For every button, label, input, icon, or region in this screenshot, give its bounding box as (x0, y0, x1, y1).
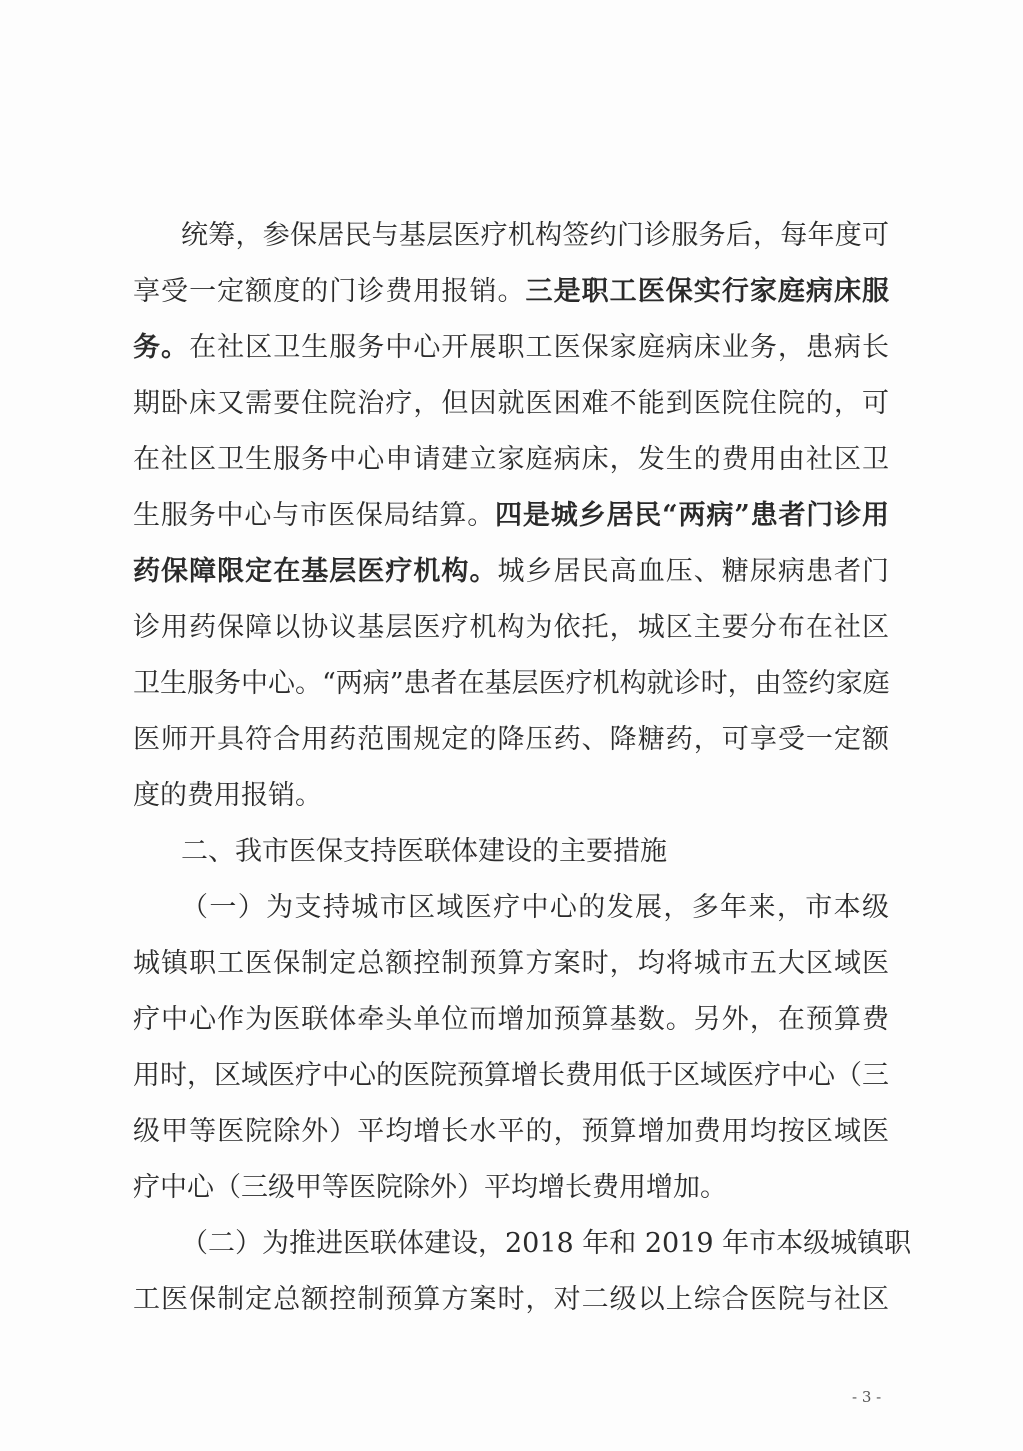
text-run: 卫生服务中心。“两病”患者在基层医疗机构就诊时，由签约家庭 (133, 668, 890, 699)
text-line (133, 776, 889, 816)
bold-text-run: 务。 (133, 332, 190, 363)
text-line (133, 720, 889, 760)
text-run: 医师开具符合用药范围规定的降压药、降糖药，可享受一定额 (133, 724, 889, 755)
text-line (133, 552, 889, 592)
text-run: 生服务中心与市医保局结算。 (133, 500, 496, 531)
text-run: 工医保制定总额控制预算方案时，对二级以上综合医院与社区 (133, 1284, 889, 1315)
text-line (181, 888, 889, 928)
bold-text-run: 三是职工医保实行家庭病床服 (525, 276, 890, 307)
text-line (133, 1168, 889, 1208)
text-run: （二）为推进医联体建设，2018 年和 2019 年市本级城镇职 (181, 1228, 912, 1259)
text-run: 疗中心作为医联体牵头单位而增加预算基数。另外，在预算费 (133, 1004, 889, 1035)
text-line (181, 832, 889, 872)
text-line (133, 328, 889, 368)
text-line (133, 664, 889, 704)
text-run: 城乡居民高血压、糖尿病患者门 (497, 556, 889, 587)
text-run: 在社区卫生服务中心申请建立家庭病床，发生的费用由社区卫 (133, 444, 889, 475)
text-run: 统筹，参保居民与基层医疗机构签约门诊服务后，每年度可 (181, 220, 889, 251)
text-line (133, 384, 889, 424)
text-line (133, 496, 889, 536)
text-line (133, 1000, 889, 1040)
text-line (133, 944, 889, 984)
page-number: - 3 - (852, 1388, 882, 1406)
text-run: 级甲等医院除外）平均增长水平的，预算增加费用均按区域医 (133, 1116, 889, 1147)
text-run: 二、我市医保支持医联体建设的主要措施 (181, 836, 667, 867)
text-run: 度的费用报销。 (133, 780, 322, 811)
text-run: 用时，区域医疗中心的医院预算增长费用低于区域医疗中心（三 (133, 1060, 889, 1091)
text-run: 期卧床又需要住院治疗，但因就医困难不能到医院住院的，可 (133, 388, 889, 419)
bold-text-run: 四是城乡居民“两病”患者门诊用 (495, 500, 890, 531)
text-line (133, 272, 889, 312)
text-run: 享受一定额度的门诊费用报销。 (133, 276, 526, 307)
text-line (133, 440, 889, 480)
bold-text-run: 药保障限定在基层医疗机构。 (133, 556, 498, 587)
text-run: 在社区卫生服务中心开展职工医保家庭病床业务，患病长 (189, 332, 890, 363)
text-line (133, 608, 889, 648)
text-line (181, 1224, 912, 1264)
text-line (181, 216, 889, 256)
text-run: 疗中心（三级甲等医院除外）平均增长费用增加。 (133, 1172, 727, 1203)
text-run: （一）为支持城市区域医疗中心的发展，多年来，市本级 (181, 892, 889, 923)
text-run: 诊用药保障以协议基层医疗机构为依托，城区主要分布在社区 (133, 612, 889, 643)
text-line (133, 1112, 889, 1152)
text-run: 城镇职工医保制定总额控制预算方案时，均将城市五大区域医 (133, 948, 889, 979)
text-line (133, 1056, 889, 1096)
text-line (133, 1280, 889, 1320)
